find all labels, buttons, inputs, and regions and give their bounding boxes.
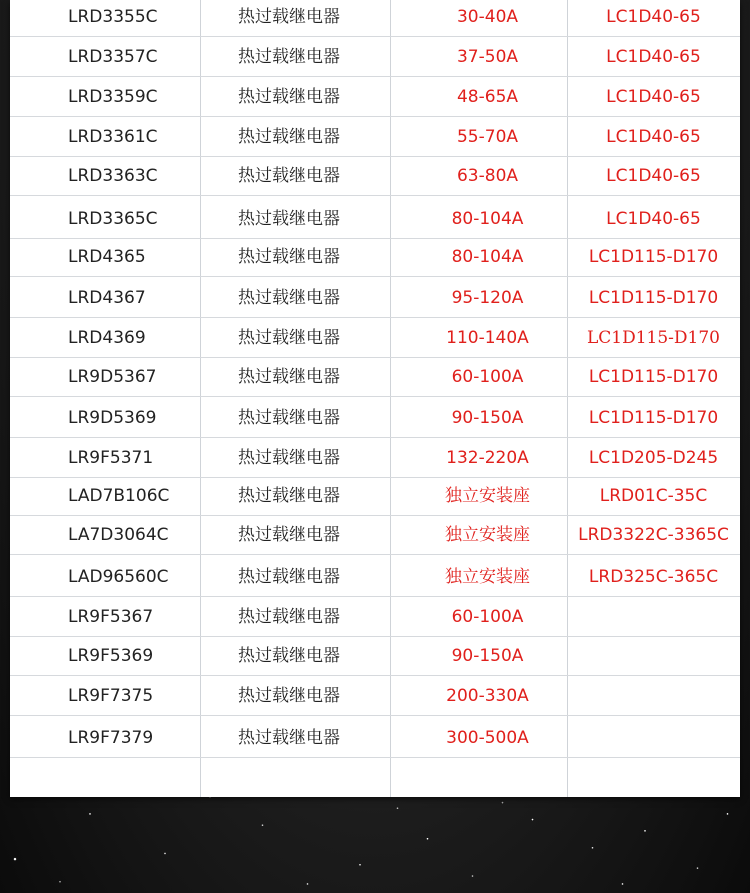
table-row [10,557,740,597]
current-range-cell: 独立安装座 [445,486,530,506]
type-cell: 热过载继电器 [238,646,340,666]
current-range-cell: 200-330A [446,686,529,706]
current-range-cell: 90-150A [451,408,524,428]
table-row [10,636,740,676]
fit-model-cell [567,597,740,637]
type-cell: 热过载继电器 [238,328,340,348]
fit-model-cell: LC1D40-65 [606,87,701,107]
type-cell: 热过载继电器 [238,209,340,229]
model-cell: LRD3361C [68,127,158,147]
table-row [10,718,740,758]
table-row [10,199,740,239]
type-cell: 热过载继电器 [238,408,340,428]
table-row [10,237,740,277]
fit-model-cell: LC1D115-D170 [588,408,719,428]
fit-model-cell: LC1D115-D170 [588,367,719,387]
table-row [10,676,740,716]
fit-model-cell [567,636,740,676]
table-row [10,278,740,318]
model-cell: LAD96560C [68,567,169,587]
type-cell: 热过载继电器 [238,288,340,308]
type-cell: 热过载继电器 [238,367,340,387]
type-cell: 热过载继电器 [238,47,340,67]
current-range-cell: 独立安装座 [445,525,530,545]
table-row [10,757,740,797]
table-row [10,515,740,555]
table-row [10,37,740,77]
current-range-cell: 55-70A [456,127,519,147]
relay-spec-table [10,0,740,797]
current-range-cell: 300-500A [446,728,529,748]
current-range-cell: 63-80A [456,166,519,186]
current-range-cell: 30-40A [456,7,519,27]
model-cell: LRD3357C [68,47,158,67]
type-cell: 热过载继电器 [238,127,340,147]
type-cell: 热过载继电器 [238,247,340,267]
current-range-cell: 132-220A [446,448,529,468]
type-cell: 热过载继电器 [238,87,340,107]
fit-model-cell: LC1D115-D170 [586,328,720,348]
type-cell: 热过载继电器 [238,607,340,627]
table-row [10,357,740,397]
model-cell: LA7D3064C [68,525,169,545]
model-cell: LR9F5369 [68,646,154,666]
current-range-cell: 95-120A [451,288,524,308]
fit-model-cell: LRD01C-35C [599,486,708,506]
type-cell: 热过载继电器 [238,525,340,545]
type-cell: 热过载继电器 [238,166,340,186]
current-range-cell: 90-150A [451,646,524,666]
table-row [10,0,740,37]
current-range-cell: 37-50A [456,47,519,67]
current-range-cell: 110-140A [446,328,529,348]
fit-model-cell [567,718,740,758]
type-cell: 热过载继电器 [238,567,340,587]
fit-model-cell: LC1D205-D245 [588,448,719,468]
table-row [10,318,740,358]
table-row [10,117,740,157]
type-cell: 热过载继电器 [238,448,340,468]
fit-model-cell: LRD325C-365C [588,567,719,587]
type-cell: 热过载继电器 [238,728,340,748]
current-range-cell: 48-65A [456,87,519,107]
fit-model-cell: LC1D40-65 [606,127,701,147]
table-row [10,476,740,516]
model-cell: LRD3365C [68,209,158,229]
model-cell: LRD4367 [68,288,146,308]
model-cell: LRD3359C [68,87,158,107]
model-cell: LR9F5367 [68,607,154,627]
current-range-cell: 60-100A [451,367,524,387]
fit-model-cell: LC1D40-65 [606,209,701,229]
model-cell: LR9D5367 [68,367,157,387]
model-cell: LRD3355C [68,7,158,27]
fit-model-cell [567,757,740,797]
fit-model-cell: LC1D115-D170 [588,247,719,267]
table-row [10,438,740,478]
current-range-cell: 80-104A [451,247,524,267]
current-range-cell: 80-104A [451,209,524,229]
model-cell: LRD4365 [68,247,146,267]
fit-model-cell: LC1D115-D170 [588,288,719,308]
fit-model-cell: LC1D40-65 [606,7,701,27]
current-range-cell [390,757,585,797]
model-cell: LR9F7375 [68,686,154,706]
current-range-cell: 独立安装座 [445,567,530,587]
table-row [10,398,740,438]
model-cell: LRD3363C [68,166,158,186]
fit-model-cell: LC1D40-65 [606,47,701,67]
table-row [10,156,740,196]
type-cell: 热过载继电器 [238,7,340,27]
current-range-cell: 60-100A [451,607,524,627]
model-cell: LR9F5371 [68,448,154,468]
table-row [10,597,740,637]
model-cell: LRD4369 [68,328,146,348]
fit-model-cell: LC1D40-65 [606,166,701,186]
fit-model-cell [567,676,740,716]
model-cell: LR9F7379 [68,728,154,748]
type-cell: 热过载继电器 [238,686,340,706]
model-cell: LR9D5369 [68,408,157,428]
model-cell: LAD7B106C [68,486,170,506]
type-cell: 热过载继电器 [238,486,340,506]
fit-model-cell: LRD3322C-3365C [578,525,729,545]
table-row [10,77,740,117]
